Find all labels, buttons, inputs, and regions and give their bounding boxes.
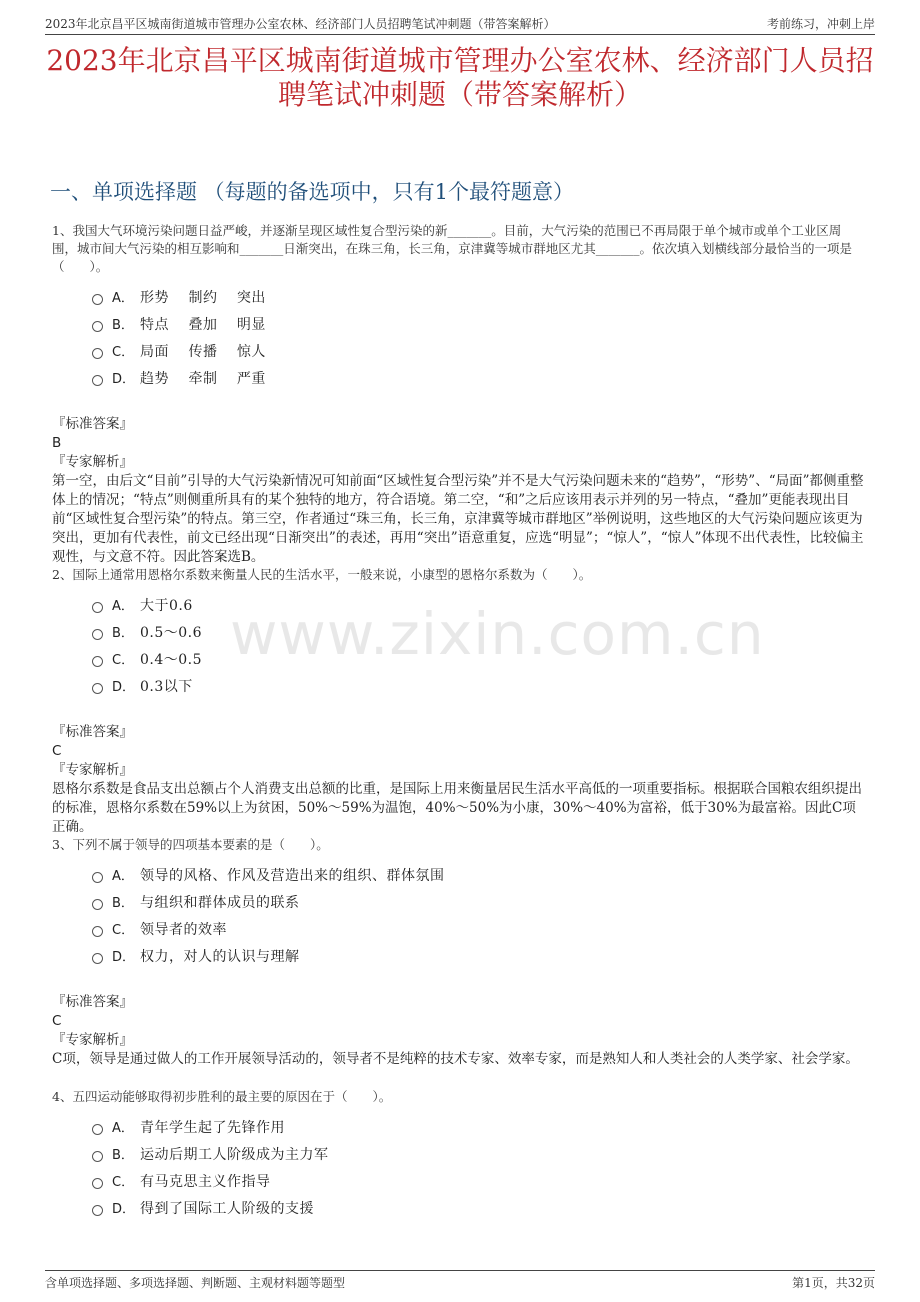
option-list: [52, 591, 865, 699]
option-a[interactable]: [92, 283, 865, 310]
option-text: 领导者的效率: [140, 921, 227, 938]
question-3: [52, 836, 865, 1069]
analysis-text: C项，领导是通过做人的工作开展领导活动的，领导者不是纯粹的技术专家、效率专家，而是熟知人和人类社会的人类学家、社会学家。: [52, 1051, 859, 1067]
analysis-label: 『专家解析』: [52, 762, 133, 778]
option-letter: A．: [112, 1121, 134, 1136]
option-text: 0.4～0.5: [140, 651, 203, 668]
option-text: 青年学生起了先锋作用: [140, 1119, 285, 1136]
question-stem: 3、下列不属于领导的四项基本要素的是（ ）。: [52, 837, 329, 852]
radio-icon[interactable]: [92, 629, 103, 640]
option-letter: A．: [112, 869, 134, 884]
analysis-label: 『专家解析』: [52, 454, 133, 470]
radio-icon[interactable]: [92, 375, 103, 386]
option-text: 局面 传播 惊人: [140, 343, 266, 360]
option-d[interactable]: [92, 364, 865, 391]
radio-icon[interactable]: [92, 1178, 103, 1189]
page-header: [45, 12, 875, 35]
option-text: 权力，对人的认识与理解: [140, 948, 300, 965]
option-d[interactable]: [92, 942, 865, 969]
option-b[interactable]: [92, 310, 865, 337]
option-d[interactable]: [92, 672, 865, 699]
radio-icon[interactable]: [92, 1124, 103, 1135]
radio-icon[interactable]: [92, 602, 103, 613]
radio-icon[interactable]: [92, 348, 103, 359]
option-b[interactable]: [92, 888, 865, 915]
option-d[interactable]: [92, 1194, 865, 1221]
option-list: [52, 861, 865, 969]
option-letter: B．: [112, 626, 134, 641]
option-letter: B．: [112, 318, 134, 333]
answer-value: C: [52, 1013, 62, 1029]
option-letter: D．: [112, 372, 136, 387]
option-b[interactable]: [92, 1140, 865, 1167]
option-text: 大于0.6: [140, 597, 193, 614]
answer-block: [52, 723, 865, 837]
document-title: 2023年北京昌平区城南街道城市管理办公室农林、经济部门人员招聘笔试冲刺题（带答案解析）: [46, 44, 874, 111]
answer-label: 『标准答案』: [52, 724, 133, 740]
answer-value: C: [52, 743, 62, 759]
option-letter: C．: [112, 1175, 135, 1190]
answer-block: [52, 993, 865, 1069]
radio-icon[interactable]: [92, 294, 103, 305]
radio-icon[interactable]: [92, 899, 103, 910]
option-text: 0.5～0.6: [140, 624, 203, 641]
option-text: 0.3以下: [140, 678, 193, 695]
option-a[interactable]: [92, 1113, 865, 1140]
radio-icon[interactable]: [92, 872, 103, 883]
option-text: 得到了国际工人阶级的支援: [140, 1200, 314, 1217]
question-stem: 4、五四运动能够取得初步胜利的最主要的原因在于（ ）。: [52, 1089, 392, 1104]
analysis-text: 恩格尔系数是食品支出总额占个人消费支出总额的比重，是国际上用来衡量居民生活水平高低的一项重要指标。根据联合国粮农组织提出的标准，恩格尔系数在59%以上为贫困，50%～59%为温饱，40%～50%为小康，30%～40%为富裕，低于30%为最富裕。因此C项正确。: [52, 781, 862, 835]
option-text: 领导的风格、作风及营造出来的组织、群体氛围: [140, 867, 445, 884]
radio-icon[interactable]: [92, 683, 103, 694]
option-letter: A．: [112, 291, 134, 306]
radio-icon[interactable]: [92, 1151, 103, 1162]
page-number: 第1页，共32页: [792, 1276, 875, 1290]
header-doc-title: 2023年北京昌平区城南街道城市管理办公室农林、经济部门人员招聘笔试冲刺题（带答案解析）: [45, 17, 556, 31]
option-c[interactable]: [92, 1167, 865, 1194]
answer-value: B: [52, 435, 62, 451]
option-text: 与组织和群体成员的联系: [140, 894, 300, 911]
analysis-text: 第一空，由后文“目前”引导的大气污染新情况可知前面“区域性复合型污染”并不是大气污染问题未来的“趋势”，“形势”、“局面”都侧重整体上的情况；“特点”则侧重所具有的某个独特的地方，符合语境。第二空，“和”之后应该用表示并列的另一特点，“叠加”更能表现出目前“区域性复合型污染”的特点。第三空，作者通过“珠三角，长三角，京津冀等城市群地区”举例说明，这些地区的大气污染问题应该更为突出，更加有代表性，前文已经出现“日渐突出”的表述，再用“突出”语意重复，应选“明显”；“惊人”，“惊人”体现不出代表性，比较偏主观性，与文意不符。因此答案选B。: [52, 473, 864, 565]
option-c[interactable]: [92, 337, 865, 364]
option-letter: B．: [112, 1148, 134, 1163]
header-slogan: 考前练习，冲刺上岸: [766, 17, 875, 31]
option-letter: A．: [112, 599, 134, 614]
page-footer: [45, 1270, 875, 1291]
answer-label: 『标准答案』: [52, 416, 133, 432]
option-c[interactable]: [92, 915, 865, 942]
question-2: [52, 566, 865, 837]
option-letter: C．: [112, 923, 135, 938]
answer-block: [52, 415, 865, 567]
option-text: 趋势 牵制 严重: [140, 370, 266, 387]
option-letter: D．: [112, 1202, 136, 1217]
option-text: 特点 叠加 明显: [140, 316, 266, 333]
radio-icon[interactable]: [92, 656, 103, 667]
option-letter: D．: [112, 680, 136, 695]
option-a[interactable]: [92, 861, 865, 888]
radio-icon[interactable]: [92, 953, 103, 964]
answer-label: 『标准答案』: [52, 994, 133, 1010]
radio-icon[interactable]: [92, 1205, 103, 1216]
analysis-label: 『专家解析』: [52, 1032, 133, 1048]
question-stem: 1、我国大气环境污染问题日益严峻，并逐渐呈现区域性复合型污染的新_______。目前，大气污染的范围已不再局限于单个城市或单个工业区周围，城市间大气污染的相互影响和_______日渐突出，在珠三角，长三角，京津冀等城市群地区尤其_______。依次填入划横线部分最恰当的一项是（ ）。: [52, 223, 853, 274]
question-1: [52, 222, 865, 567]
option-letter: D．: [112, 950, 136, 965]
option-letter: C．: [112, 653, 135, 668]
option-letter: B．: [112, 896, 134, 911]
watermark: www.zixin.com.cn: [230, 600, 765, 668]
section-title: 一、单项选择题 （每题的备选项中，只有1个最符题意）: [50, 180, 575, 204]
option-list: [52, 283, 865, 391]
option-list: [52, 1113, 865, 1221]
option-text: 运动后期工人阶级成为主力军: [140, 1146, 329, 1163]
question-stem: 2、国际上通常用恩格尔系数来衡量人民的生活水平，一般来说，小康型的恩格尔系数为（ ）。: [52, 567, 592, 582]
option-text: 形势 制约 突出: [140, 289, 266, 306]
radio-icon[interactable]: [92, 926, 103, 937]
option-c[interactable]: [92, 645, 865, 672]
option-a[interactable]: [92, 591, 865, 618]
radio-icon[interactable]: [92, 321, 103, 332]
option-b[interactable]: [92, 618, 865, 645]
footer-question-types: 含单项选择题、多项选择题、判断题、主观材料题等题型: [45, 1276, 346, 1290]
question-4: [52, 1088, 865, 1221]
option-text: 有马克思主义作指导: [140, 1173, 271, 1190]
option-letter: C．: [112, 345, 135, 360]
